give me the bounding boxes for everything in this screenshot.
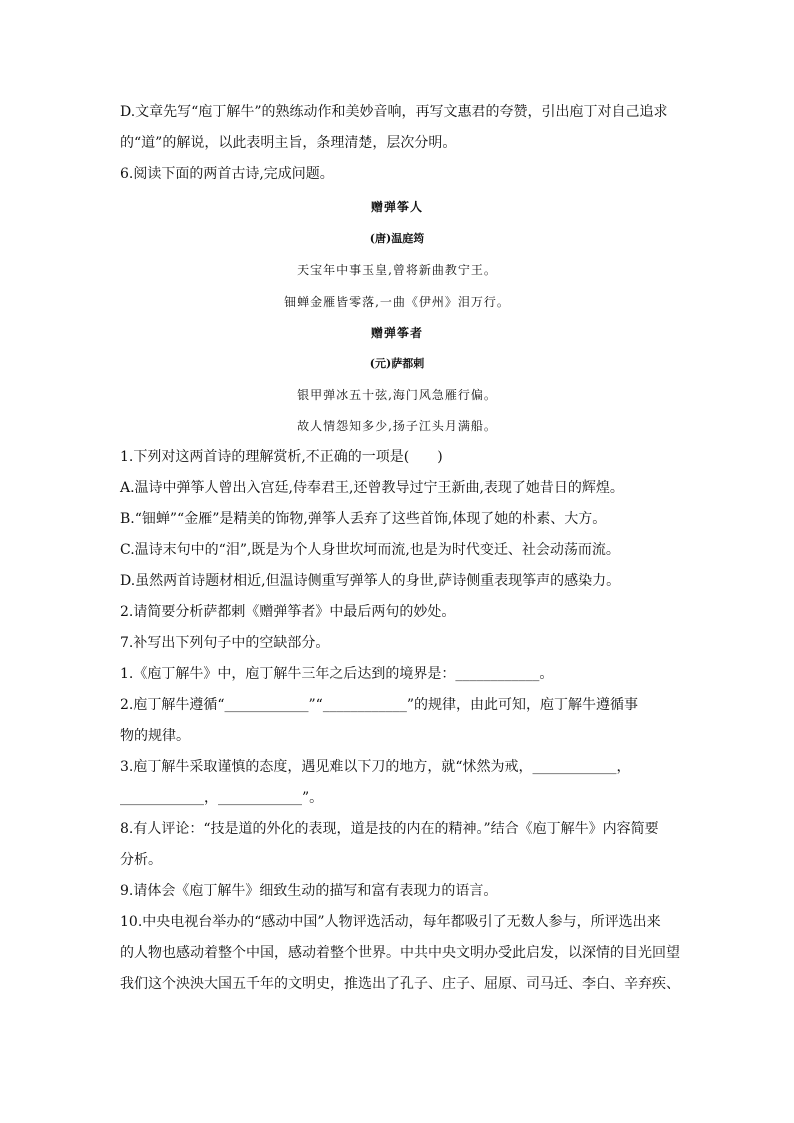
question-text: 的人物也感动着整个中国，感动着整个世界。中共中央文明办受此启发，以深情的目光回望 [120,945,680,961]
fill-blank-item: ____________，____________”。 [120,790,324,806]
question-text: 我们这个泱泱大国五千年的文明史，推选出了孔子、庄子、屈原、司马迁、李白、辛弃疾、 [120,976,680,992]
poem-line: 故人情怨知多少,扬子江头月满船。 [297,419,497,433]
option-c: C.温诗末句中的“泪”,既是为个人身世坎坷而流,也是为时代变迁、社会动荡而流。 [120,542,620,558]
fill-blank-item: 2.庖丁解牛遵循“____________”“____________”的规律，由此可知，庖丁解牛遵循事 [120,697,638,713]
question-heading-6: 6.阅读下面的两首古诗,完成问题。 [120,166,334,182]
question-text: 10.中央电视台举办的“感动中国”人物评选活动，每年都吸引了无数人参与，所评选出来 [120,914,661,930]
fill-blank-item: 物的规律。 [120,728,190,744]
question-text: 9.请体会《庖丁解牛》细致生动的描写和富有表现力的语言。 [120,883,498,899]
text-line: D.文章先写“庖丁解牛”的熟练动作和美妙音响，再写文惠君的夸赞，引出庖丁对自己追求 [120,104,668,120]
option-d: D.虽然两首诗题材相近,但温诗侧重写弹筝人的身世,萨诗侧重表现筝声的感染力。 [120,573,621,589]
question-heading-7: 7.补写出下列句子中的空缺部分。 [120,635,330,651]
poem-title: 赠弹筝人 [370,200,423,214]
poem-author: (元)萨都剌 [369,357,425,370]
option-a: A.温诗中弹筝人曾出入宫廷,侍奉君王,还曾教导过宁王新曲,表现了她昔日的辉煌。 [120,480,624,496]
poem-line: 天宝年中事玉皇,曾将新曲教宁王。 [297,263,497,277]
question-text: 分析。 [120,852,162,868]
option-b: B.“钿蝉”“金雁”是精美的饰物,弹筝人丢弃了这些首饰,体现了她的朴素、大方。 [120,511,607,527]
poem-line: 银甲弹冰五十弦,海门风急雁行偏。 [297,388,497,402]
question-text: 8.有人评论：“技是道的外化的表现，道是技的内在的精神。”结合《庖丁解牛》内容简要 [120,821,659,837]
question-text: 1.下列对这两首诗的理解赏析,不正确的一项是( ) [120,449,443,465]
question-text: 2.请简要分析萨都剌《赠弹筝者》中最后两句的妙处。 [120,604,456,620]
poem-author: (唐)温庭筠 [369,232,425,245]
poem-title: 赠弹筝者 [370,326,423,340]
fill-blank-item: 3.庖丁解牛采取谨慎的态度，遇见难以下刀的地方，就“怵然为戒，____________， [120,759,631,775]
fill-blank-item: 1.《庖丁解牛》中，庖丁解牛三年之后达到的境界是：____________。 [120,666,554,682]
poem-line: 钿蝉金雁皆零落,一曲《伊州》泪万行。 [284,295,510,309]
text-line: 的“道”的解说，以此表明主旨，条理清楚，层次分明。 [120,135,457,151]
